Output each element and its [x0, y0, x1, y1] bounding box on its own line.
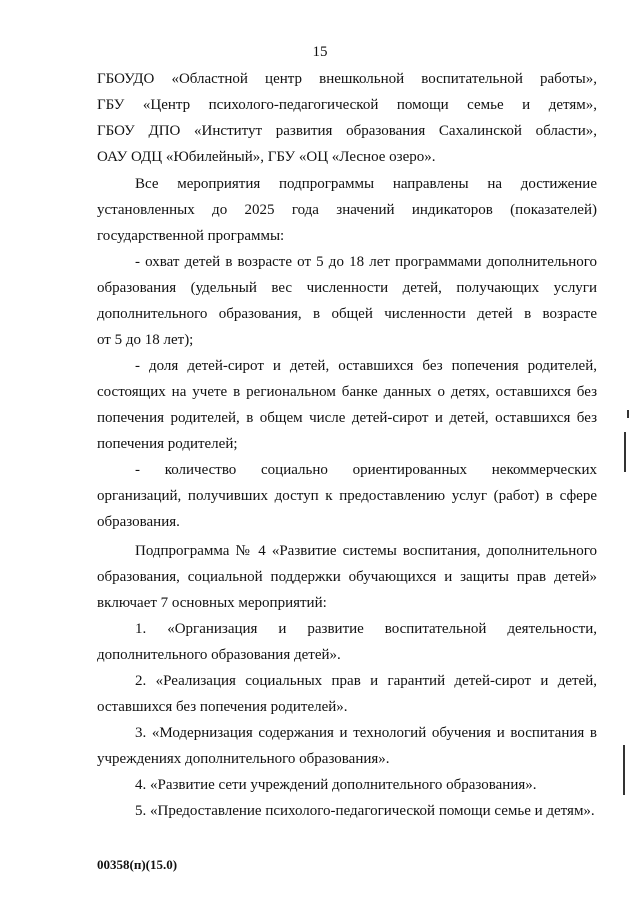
page-number: 15 — [312, 44, 328, 60]
text-line: ГБУ «Центр психолого-педагогической помощи семье и детям», — [97, 97, 597, 113]
scan-mark — [623, 745, 625, 795]
text-line: попечения родителей; — [97, 436, 238, 452]
text-line: 5. «Предоставление психолого-педагогической помощи семье и детям». — [135, 803, 595, 819]
text-line: - доля детей-сирот и детей, оставшихся без попечения родителей, — [135, 358, 597, 374]
text-line: учреждениях дополнительного образования». — [97, 751, 390, 767]
text-line: 3. «Модернизация содержания и технологий обучения и воспитания в — [135, 725, 597, 741]
scan-mark — [624, 432, 626, 472]
text-line: включает 7 основных мероприятий: — [97, 595, 327, 611]
text-line: организаций, получивших доступ к предоставлению услуг (работ) в сфере — [97, 488, 597, 504]
text-line: дополнительного образования детей». — [97, 647, 341, 663]
text-line: установленных до 2025 года значений индикаторов (показателей) — [97, 202, 597, 218]
text-line: 2. «Реализация социальных прав и гарантий детей-сирот и детей, — [135, 673, 597, 689]
text-line: ОАУ ОДЦ «Юбилейный», ГБУ «ОЦ «Лесное озеро». — [97, 149, 436, 165]
text-line: образования, социальной поддержки обучающихся и защиты прав детей» — [97, 569, 597, 585]
text-line: образования (удельный вес численности детей, получающих услуги — [97, 280, 597, 296]
text-line: попечения родителей, в общем числе детей-сирот и детей, оставшихся без — [97, 410, 597, 426]
text-line: 4. «Развитие сети учреждений дополнительного образования». — [135, 777, 537, 793]
text-line: 1. «Организация и развитие воспитательной деятельности, — [135, 621, 597, 637]
text-line: дополнительного образования, в общей численности детей в возрасте — [97, 306, 597, 322]
text-line: состоящих на учете в региональном банке данных о детях, оставшихся без — [97, 384, 597, 400]
text-line: - количество социально ориентированных некоммерческих — [135, 462, 597, 478]
text-line: Все мероприятия подпрограммы направлены на достижение — [135, 176, 597, 192]
text-line: образования. — [97, 514, 180, 530]
text-line: оставшихся без попечения родителей». — [97, 699, 348, 715]
scan-mark — [627, 410, 629, 418]
text-line: ГБОУ ДПО «Институт развития образования Сахалинской области», — [97, 123, 597, 139]
text-line: от 5 до 18 лет); — [97, 332, 194, 348]
text-line: ГБОУДО «Областной центр внешкольной воспитательной работы», — [97, 71, 597, 87]
text-line: государственной программы: — [97, 228, 285, 244]
text-line: - охват детей в возрасте от 5 до 18 лет программами дополнительного — [135, 254, 597, 270]
text-line: Подпрограмма № 4 «Развитие системы воспитания, дополнительного — [135, 543, 597, 559]
footer-code: 00358(п)(15.0) — [97, 857, 178, 872]
